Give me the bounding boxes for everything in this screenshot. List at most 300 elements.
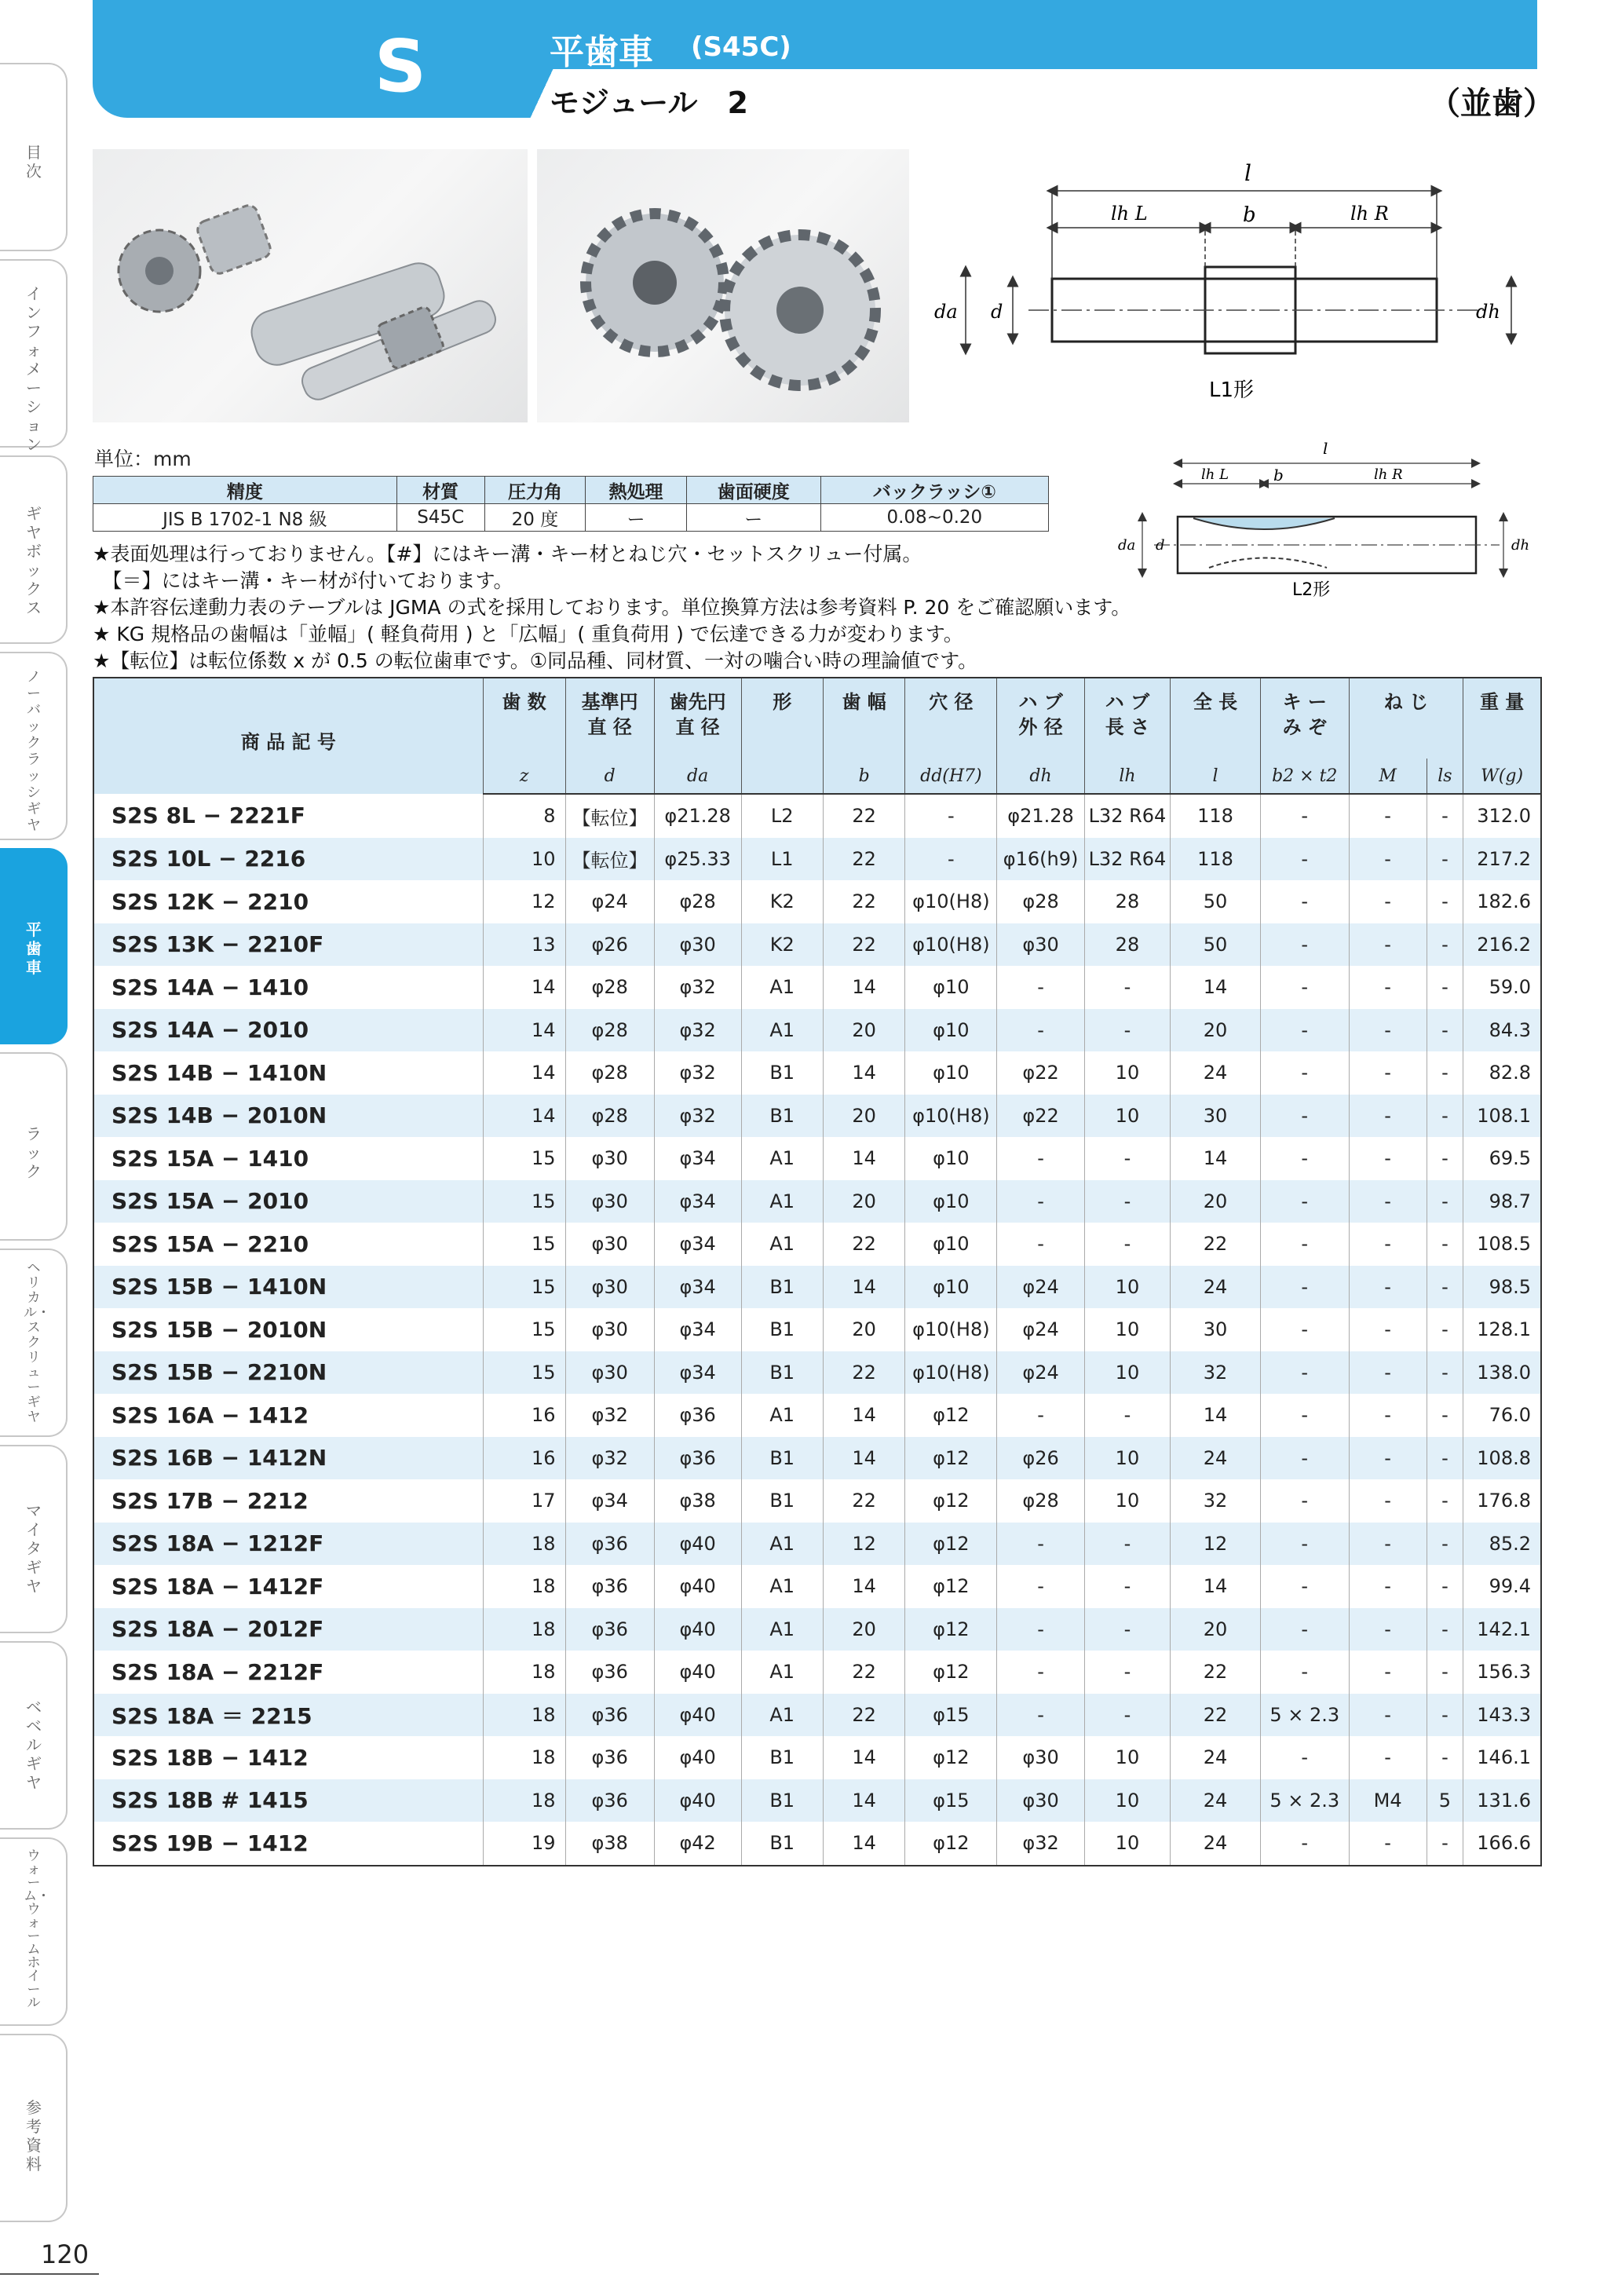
table-cell: φ30 bbox=[997, 1779, 1084, 1823]
table-cell: - bbox=[1349, 1351, 1427, 1395]
table-cell: 30 bbox=[1171, 1095, 1261, 1138]
table-cell: 20 bbox=[823, 1608, 904, 1651]
table-cell: 24 bbox=[1171, 1822, 1261, 1866]
table-cell: - bbox=[1084, 1180, 1171, 1223]
dim-l2-da: da bbox=[1118, 537, 1136, 554]
table-cell: - bbox=[1260, 1565, 1349, 1608]
table-cell: S2S 17B − 2212 bbox=[93, 1479, 483, 1523]
sidebar-tab-contents[interactable]: 目次 bbox=[0, 63, 68, 251]
table-cell: φ28 bbox=[654, 880, 741, 923]
table-cell: S2S 15B − 1410N bbox=[93, 1266, 483, 1309]
page-number-rule bbox=[0, 2273, 99, 2275]
table-cell: φ24 bbox=[997, 1308, 1084, 1351]
table-cell: - bbox=[997, 1523, 1084, 1566]
table-cell: φ30 bbox=[565, 1266, 654, 1309]
table-cell: - bbox=[1427, 838, 1463, 881]
table-cell: 10 bbox=[1084, 1051, 1171, 1095]
dim-lhR: lh R bbox=[1350, 203, 1389, 225]
table-cell: 14 bbox=[483, 1009, 565, 1052]
table-row bbox=[93, 1779, 1541, 1823]
col-header-weight: 重 量 bbox=[1463, 678, 1541, 759]
product-table-body bbox=[93, 794, 1541, 1866]
table-row bbox=[93, 1437, 1541, 1480]
table-cell: - bbox=[1427, 1608, 1463, 1651]
table-cell: 13 bbox=[483, 923, 565, 967]
symbol-hub-length: lh bbox=[1084, 759, 1171, 794]
table-row bbox=[93, 1180, 1541, 1223]
table-cell: 22 bbox=[823, 880, 904, 923]
table-cell: φ10(H8) bbox=[905, 880, 997, 923]
table-cell: 20 bbox=[823, 1180, 904, 1223]
spec-value: ー bbox=[586, 504, 687, 532]
table-cell: φ10 bbox=[905, 1266, 997, 1309]
table-cell: - bbox=[1260, 794, 1349, 838]
table-row bbox=[93, 1095, 1541, 1138]
table-cell: φ36 bbox=[565, 1736, 654, 1779]
table-row bbox=[93, 1694, 1541, 1737]
table-cell: - bbox=[1260, 1437, 1349, 1480]
dim-d: d bbox=[991, 301, 1003, 323]
table-cell: φ32 bbox=[565, 1437, 654, 1480]
table-cell: - bbox=[1349, 1523, 1427, 1566]
table-cell: 10 bbox=[1084, 1779, 1171, 1823]
table-cell: S2S 14B − 1410N bbox=[93, 1051, 483, 1095]
table-cell: φ30 bbox=[565, 1351, 654, 1395]
sidebar-tab-helical[interactable]: ヘリカル・スクリューギヤ bbox=[0, 1249, 68, 1437]
table-cell: - bbox=[1427, 1523, 1463, 1566]
table-cell: φ22 bbox=[997, 1051, 1084, 1095]
table-cell: - bbox=[1349, 1565, 1427, 1608]
table-cell: - bbox=[997, 1180, 1084, 1223]
table-row bbox=[93, 1736, 1541, 1779]
table-cell: - bbox=[1084, 1651, 1171, 1694]
dim-dh: dh bbox=[1476, 301, 1500, 323]
table-cell: 32 bbox=[1171, 1479, 1261, 1523]
table-cell: A1 bbox=[741, 1608, 823, 1651]
table-cell: φ12 bbox=[905, 1608, 997, 1651]
table-cell: 28 bbox=[1084, 923, 1171, 967]
table-cell: φ21.28 bbox=[997, 794, 1084, 838]
table-cell: 85.2 bbox=[1463, 1523, 1541, 1566]
table-cell: 12 bbox=[483, 880, 565, 923]
table-cell: φ34 bbox=[654, 1266, 741, 1309]
table-cell: A1 bbox=[741, 1180, 823, 1223]
table-cell: A1 bbox=[741, 1651, 823, 1694]
table-cell: - bbox=[1427, 1694, 1463, 1737]
symbol-keyway: b2 × t2 bbox=[1260, 759, 1349, 794]
dim-lhL: lh L bbox=[1111, 203, 1148, 225]
table-cell: 18 bbox=[483, 1651, 565, 1694]
table-cell: φ36 bbox=[565, 1523, 654, 1566]
table-cell: - bbox=[1427, 1266, 1463, 1309]
table-cell: φ16(h9) bbox=[997, 838, 1084, 881]
table-cell: 142.1 bbox=[1463, 1608, 1541, 1651]
table-cell: S2S 18A − 2212F bbox=[93, 1651, 483, 1694]
table-row bbox=[93, 1608, 1541, 1651]
dim-l2-b: b bbox=[1273, 466, 1284, 484]
table-cell: S2S 15A − 2210 bbox=[93, 1223, 483, 1266]
table-cell: 108.5 bbox=[1463, 1223, 1541, 1266]
table-cell: - bbox=[1427, 880, 1463, 923]
table-cell: B1 bbox=[741, 1308, 823, 1351]
table-cell: - bbox=[1260, 1736, 1349, 1779]
table-cell: φ10 bbox=[905, 1223, 997, 1266]
dim-da: da bbox=[934, 301, 958, 323]
table-cell: 14 bbox=[823, 1565, 904, 1608]
table-cell: 10 bbox=[1084, 1266, 1171, 1309]
symbol-width: b bbox=[823, 759, 904, 794]
table-cell: 22 bbox=[823, 1694, 904, 1737]
table-cell: 14 bbox=[823, 1266, 904, 1309]
note-line: ★本許容伝達動力表のテーブルは JGMA の式を採用しております。単位換算方法は参考資料 P. 20 をご確認願います。 bbox=[93, 596, 1131, 619]
table-cell: - bbox=[1260, 1523, 1349, 1566]
table-row bbox=[93, 1266, 1541, 1309]
col-header-hub-diameter: ハ ブ 外 径 bbox=[997, 678, 1084, 759]
spec-header: 圧力角 bbox=[484, 477, 586, 504]
table-cell: 16 bbox=[483, 1394, 565, 1437]
table-cell: S2S 14A − 1410 bbox=[93, 966, 483, 1009]
table-cell: S2S 15A − 1410 bbox=[93, 1137, 483, 1180]
table-cell: - bbox=[997, 1137, 1084, 1180]
symbol-weight: W(g) bbox=[1463, 759, 1541, 794]
page-number: 120 bbox=[41, 2239, 90, 2269]
table-cell: 14 bbox=[483, 1051, 565, 1095]
spec-table bbox=[93, 476, 1049, 532]
table-cell: 22 bbox=[823, 1479, 904, 1523]
table-cell: - bbox=[1084, 1009, 1171, 1052]
spur-gear-illustration bbox=[537, 149, 909, 422]
table-cell: 28 bbox=[1084, 880, 1171, 923]
sidebar-tab-worm[interactable]: ウォーム・ウォームホイール bbox=[0, 1837, 68, 2026]
table-cell: φ28 bbox=[997, 880, 1084, 923]
table-cell: 76.0 bbox=[1463, 1394, 1541, 1437]
dim-l: l bbox=[1244, 160, 1251, 186]
table-cell: - bbox=[1427, 1180, 1463, 1223]
table-cell: A1 bbox=[741, 1394, 823, 1437]
table-cell: 108.8 bbox=[1463, 1437, 1541, 1480]
table-cell: - bbox=[905, 838, 997, 881]
table-cell: - bbox=[905, 794, 997, 838]
table-cell: - bbox=[1349, 794, 1427, 838]
table-row bbox=[93, 1651, 1541, 1694]
diagram-caption-l2: L2形 bbox=[1292, 580, 1331, 600]
table-cell: 【転位】 bbox=[565, 838, 654, 881]
table-cell: - bbox=[1260, 1822, 1349, 1866]
table-cell: - bbox=[1260, 880, 1349, 923]
table-cell: - bbox=[1084, 1565, 1171, 1608]
table-cell: φ12 bbox=[905, 1822, 997, 1866]
col-header-pitch: 基準円 直 径 bbox=[565, 678, 654, 759]
table-cell: φ32 bbox=[654, 1051, 741, 1095]
table-cell: A1 bbox=[741, 1009, 823, 1052]
symbol-form bbox=[741, 759, 823, 794]
table-cell: φ12 bbox=[905, 1437, 997, 1480]
table-cell: B1 bbox=[741, 1051, 823, 1095]
table-cell: 18 bbox=[483, 1608, 565, 1651]
table-cell: φ34 bbox=[565, 1479, 654, 1523]
table-cell: - bbox=[1260, 1223, 1349, 1266]
table-row bbox=[93, 1308, 1541, 1351]
table-cell: 14 bbox=[823, 1736, 904, 1779]
table-cell: φ32 bbox=[654, 1009, 741, 1052]
table-cell: 108.1 bbox=[1463, 1095, 1541, 1138]
table-cell: φ28 bbox=[565, 1051, 654, 1095]
dim-l2-lhL: lh L bbox=[1201, 466, 1229, 483]
table-cell: S2S 16B − 1412N bbox=[93, 1437, 483, 1480]
table-cell: 22 bbox=[823, 923, 904, 967]
table-cell: 20 bbox=[1171, 1180, 1261, 1223]
spec-value: ー bbox=[686, 504, 820, 532]
table-cell: - bbox=[1260, 1394, 1349, 1437]
table-cell: - bbox=[1349, 966, 1427, 1009]
sidebar-tab-no-backlash[interactable]: ノーバックラッシギヤ bbox=[0, 652, 68, 840]
table-cell: φ36 bbox=[565, 1779, 654, 1823]
spec-header: バックラッシ① bbox=[820, 477, 1048, 504]
product-photo-gears bbox=[537, 149, 909, 422]
table-cell: 22 bbox=[823, 1651, 904, 1694]
spec-value: S45C bbox=[396, 504, 484, 532]
spec-value: 20 度 bbox=[484, 504, 586, 532]
table-cell: S2S 15A − 2010 bbox=[93, 1180, 483, 1223]
table-cell: 10 bbox=[1084, 1736, 1171, 1779]
table-cell: 20 bbox=[1171, 1009, 1261, 1052]
table-cell: - bbox=[1427, 1095, 1463, 1138]
table-cell: S2S 12K − 2210 bbox=[93, 880, 483, 923]
table-cell: B1 bbox=[741, 1779, 823, 1823]
table-cell: - bbox=[1084, 1394, 1171, 1437]
table-cell: φ21.28 bbox=[654, 794, 741, 838]
diagram-caption-l1: L1形 bbox=[1209, 378, 1255, 402]
table-cell: φ34 bbox=[654, 1351, 741, 1395]
table-cell: - bbox=[1084, 1223, 1171, 1266]
table-cell: 18 bbox=[483, 1694, 565, 1737]
module-label: モジュール 2 bbox=[550, 86, 748, 120]
table-cell: 5 × 2.3 bbox=[1260, 1779, 1349, 1823]
table-cell: A1 bbox=[741, 1523, 823, 1566]
table-row bbox=[93, 1479, 1541, 1523]
diagram-l2 bbox=[1107, 430, 1547, 603]
symbol-hub-diameter: dh bbox=[997, 759, 1084, 794]
table-cell: 24 bbox=[1171, 1779, 1261, 1823]
table-cell: - bbox=[1260, 923, 1349, 967]
table-cell: - bbox=[1260, 1608, 1349, 1651]
table-cell: B1 bbox=[741, 1822, 823, 1866]
table-cell: φ22 bbox=[997, 1095, 1084, 1138]
table-cell: φ34 bbox=[654, 1180, 741, 1223]
table-cell: 5 bbox=[1427, 1779, 1463, 1823]
table-cell: 15 bbox=[483, 1223, 565, 1266]
table-cell: A1 bbox=[741, 1565, 823, 1608]
sidebar-tab-bevel[interactable]: ベベルギヤ bbox=[0, 1641, 68, 1830]
table-cell: φ30 bbox=[565, 1223, 654, 1266]
table-cell: 138.0 bbox=[1463, 1351, 1541, 1395]
table-cell: φ30 bbox=[654, 923, 741, 967]
table-cell: φ12 bbox=[905, 1565, 997, 1608]
table-cell: φ30 bbox=[997, 1736, 1084, 1779]
table-cell: 22 bbox=[1171, 1223, 1261, 1266]
table-row bbox=[93, 1137, 1541, 1180]
table-cell: - bbox=[1260, 1009, 1349, 1052]
table-cell: - bbox=[1349, 838, 1427, 881]
table-cell: A1 bbox=[741, 966, 823, 1009]
table-cell: - bbox=[1260, 1095, 1349, 1138]
table-cell: 98.5 bbox=[1463, 1266, 1541, 1309]
symbol-length: l bbox=[1171, 759, 1261, 794]
table-cell: 32 bbox=[1171, 1351, 1261, 1395]
table-cell: L2 bbox=[741, 794, 823, 838]
table-cell: B1 bbox=[741, 1351, 823, 1395]
table-cell: φ10 bbox=[905, 1009, 997, 1052]
table-cell: φ32 bbox=[654, 966, 741, 1009]
table-cell: S2S 13K − 2210F bbox=[93, 923, 483, 967]
dim-l2-l: l bbox=[1323, 439, 1328, 458]
table-cell: 14 bbox=[1171, 966, 1261, 1009]
table-cell: - bbox=[1260, 1051, 1349, 1095]
sidebar-tab-rack[interactable]: ラック bbox=[0, 1052, 68, 1241]
table-cell: L1 bbox=[741, 838, 823, 881]
table-cell: - bbox=[1349, 1608, 1427, 1651]
table-cell: φ10(H8) bbox=[905, 1095, 997, 1138]
spec-header: 歯面硬度 bbox=[686, 477, 820, 504]
gear-shaft-illustration bbox=[93, 149, 528, 422]
table-cell: 15 bbox=[483, 1137, 565, 1180]
table-cell: 19 bbox=[483, 1822, 565, 1866]
table-cell: - bbox=[1349, 1308, 1427, 1351]
dim-l2-dh: dh bbox=[1511, 537, 1530, 554]
table-cell: 14 bbox=[1171, 1394, 1261, 1437]
table-cell: 10 bbox=[483, 838, 565, 881]
table-cell: - bbox=[1349, 1137, 1427, 1180]
table-cell: 10 bbox=[1084, 1095, 1171, 1138]
table-cell: 12 bbox=[823, 1523, 904, 1566]
symbol-pitch: d bbox=[565, 759, 654, 794]
unit-label: 単位：mm bbox=[94, 448, 192, 470]
table-cell: φ40 bbox=[654, 1565, 741, 1608]
table-row bbox=[93, 1223, 1541, 1266]
table-cell: L32 R64 bbox=[1084, 794, 1171, 838]
table-cell: A1 bbox=[741, 1137, 823, 1180]
table-cell: 14 bbox=[823, 1137, 904, 1180]
table-cell: - bbox=[1084, 966, 1171, 1009]
product-table bbox=[93, 677, 1542, 1866]
table-cell: S2S 15B − 2010N bbox=[93, 1308, 483, 1351]
table-cell: 10 bbox=[1084, 1437, 1171, 1480]
note-line: ★表面処理は行っておりません。【#】にはキー溝・キー材とねじ穴・セットスクリュー付属。 bbox=[93, 543, 922, 565]
table-cell: 5 × 2.3 bbox=[1260, 1694, 1349, 1737]
table-cell: 10 bbox=[1084, 1308, 1171, 1351]
sidebar-tab-reference[interactable]: 参考資料 bbox=[0, 2034, 68, 2222]
table-cell: φ15 bbox=[905, 1694, 997, 1737]
table-cell: φ34 bbox=[654, 1223, 741, 1266]
table-row bbox=[93, 966, 1541, 1009]
table-cell: 18 bbox=[483, 1779, 565, 1823]
diagram-l1 bbox=[934, 157, 1539, 408]
table-cell: φ40 bbox=[654, 1736, 741, 1779]
symbol-tip: da bbox=[654, 759, 741, 794]
table-cell: B1 bbox=[741, 1095, 823, 1138]
table-cell: φ28 bbox=[997, 1479, 1084, 1523]
sidebar-tab-miter[interactable]: マイタギヤ bbox=[0, 1445, 68, 1633]
table-cell: 17 bbox=[483, 1479, 565, 1523]
table-cell: 118 bbox=[1171, 838, 1261, 881]
table-cell: - bbox=[1427, 966, 1463, 1009]
table-cell: S2S 18B − 1412 bbox=[93, 1736, 483, 1779]
table-cell: - bbox=[1427, 1223, 1463, 1266]
table-cell: - bbox=[1349, 1651, 1427, 1694]
table-cell: 20 bbox=[823, 1308, 904, 1351]
table-row bbox=[93, 1351, 1541, 1395]
table-cell: φ30 bbox=[565, 1308, 654, 1351]
table-cell: φ40 bbox=[654, 1608, 741, 1651]
table-cell: φ32 bbox=[565, 1394, 654, 1437]
table-cell: 50 bbox=[1171, 880, 1261, 923]
table-cell: φ10(H8) bbox=[905, 1351, 997, 1395]
table-cell: - bbox=[1349, 1223, 1427, 1266]
table-cell: - bbox=[1427, 1565, 1463, 1608]
table-cell: 143.3 bbox=[1463, 1694, 1541, 1737]
note-line: ★【転位】は転位係数 x が 0.5 の転位歯車です。①同品種、同材質、一対の噛合い時の理論値です。 bbox=[93, 649, 978, 672]
table-cell: φ40 bbox=[654, 1523, 741, 1566]
table-cell: - bbox=[1084, 1608, 1171, 1651]
table-cell: 14 bbox=[823, 1051, 904, 1095]
symbol-bore: dd(H7) bbox=[905, 759, 997, 794]
table-cell: φ38 bbox=[654, 1479, 741, 1523]
table-cell: 50 bbox=[1171, 923, 1261, 967]
table-cell: 20 bbox=[823, 1095, 904, 1138]
table-cell: 98.7 bbox=[1463, 1180, 1541, 1223]
table-cell: φ36 bbox=[565, 1565, 654, 1608]
table-cell: - bbox=[1427, 1437, 1463, 1480]
table-cell: 24 bbox=[1171, 1051, 1261, 1095]
sidebar-tab-spur-gear[interactable]: 平歯車 bbox=[0, 848, 68, 1044]
table-row bbox=[93, 1394, 1541, 1437]
table-cell: 216.2 bbox=[1463, 923, 1541, 967]
spec-header: 熱処理 bbox=[586, 477, 687, 504]
table-row bbox=[93, 1565, 1541, 1608]
table-cell: - bbox=[1349, 1266, 1427, 1309]
col-header-screw: ね じ bbox=[1349, 678, 1463, 759]
table-cell: φ12 bbox=[905, 1523, 997, 1566]
material-label: (S45C) bbox=[691, 31, 791, 63]
table-cell: 84.3 bbox=[1463, 1009, 1541, 1052]
table-cell: - bbox=[997, 1694, 1084, 1737]
table-cell: - bbox=[1427, 1308, 1463, 1351]
table-cell: - bbox=[1427, 1822, 1463, 1866]
table-cell: 22 bbox=[823, 838, 904, 881]
table-cell: 128.1 bbox=[1463, 1308, 1541, 1351]
table-cell: 10 bbox=[1084, 1351, 1171, 1395]
table-cell: 14 bbox=[823, 1822, 904, 1866]
table-cell: 10 bbox=[1084, 1479, 1171, 1523]
sidebar-tab-information[interactable]: インフォメーション bbox=[0, 259, 68, 448]
table-cell: - bbox=[1084, 1694, 1171, 1737]
table-cell: - bbox=[1349, 1736, 1427, 1779]
table-cell: φ12 bbox=[905, 1736, 997, 1779]
table-cell: φ26 bbox=[997, 1437, 1084, 1480]
table-cell: - bbox=[997, 966, 1084, 1009]
table-cell: B1 bbox=[741, 1479, 823, 1523]
table-cell: S2S 18A ＝ 2215 bbox=[93, 1694, 483, 1737]
table-cell: - bbox=[1260, 966, 1349, 1009]
table-cell: - bbox=[1427, 1394, 1463, 1437]
sidebar-tab-gearbox[interactable]: ギヤボックス bbox=[0, 455, 68, 644]
table-cell: S2S 15B − 2210N bbox=[93, 1351, 483, 1395]
table-cell: 22 bbox=[823, 794, 904, 838]
table-cell: 131.6 bbox=[1463, 1779, 1541, 1823]
table-cell: A1 bbox=[741, 1223, 823, 1266]
table-cell: φ38 bbox=[565, 1822, 654, 1866]
table-cell: - bbox=[1260, 1351, 1349, 1395]
